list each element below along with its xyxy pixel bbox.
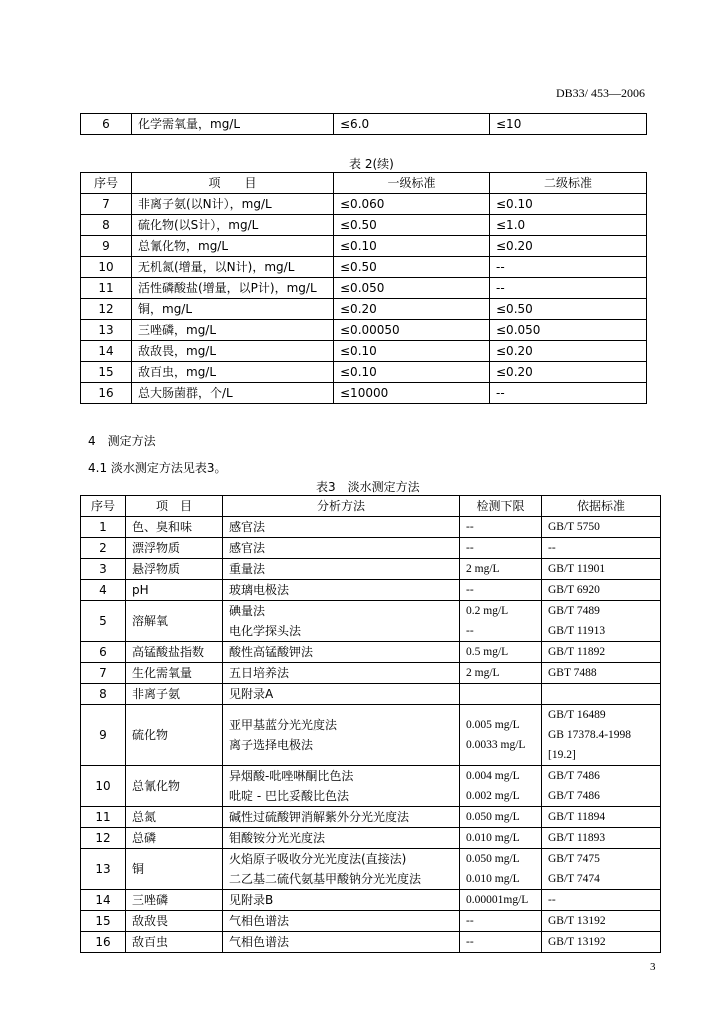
row-method xyxy=(223,890,460,911)
row-no: 3 xyxy=(81,559,126,580)
row-no: 9 xyxy=(81,236,132,257)
row-item: 硫化物(以S计），mg/L xyxy=(132,215,334,236)
row-item: 活性磷酸盐(增量，以P计)，mg/L xyxy=(132,278,334,299)
basis-line: GB/T 13192 xyxy=(548,936,606,948)
row-grade1: ≤0.10 xyxy=(334,341,490,362)
row-no: 10 xyxy=(81,257,132,278)
row-grade1: ≤0.50 xyxy=(334,215,490,236)
row-item: 总氰化物 xyxy=(126,766,223,807)
limit-line: 0.050 mg/L xyxy=(466,853,520,865)
table3-header-row xyxy=(81,496,661,517)
table-row xyxy=(81,278,647,299)
method-line: 碱性过硫酸钾消解紫外分光光度法 xyxy=(229,810,410,824)
row-grade2: -- xyxy=(490,257,647,278)
row-basis xyxy=(542,642,661,663)
limit-line: 0.5 mg/L xyxy=(466,646,509,658)
method-line: 异烟酸-吡唑啉酮比色法 xyxy=(229,769,354,783)
row-no: 13 xyxy=(81,849,126,890)
table2-caption: 表 2(续) xyxy=(349,157,394,171)
row-no: 2 xyxy=(81,538,126,559)
row-no: 15 xyxy=(81,362,132,383)
header-item: 项 目 xyxy=(126,496,223,517)
row-item: 非离子氨(以N计），mg/L xyxy=(132,194,334,215)
basis-line: [19.2] xyxy=(548,749,576,761)
row-limit xyxy=(460,766,542,807)
row-no: 12 xyxy=(81,828,126,849)
row-basis xyxy=(542,517,661,538)
limit-line: -- xyxy=(466,625,474,637)
section-4-1-text: 4.1 淡水测定方法见表3。 xyxy=(88,461,227,475)
basis-line: GB/T 11913 xyxy=(548,625,606,637)
row-limit xyxy=(460,911,542,932)
row-basis xyxy=(542,538,661,559)
row-item: 三唑磷，mg/L xyxy=(132,320,334,341)
table-row xyxy=(81,828,661,849)
row-limit xyxy=(460,642,542,663)
row-basis xyxy=(542,705,661,766)
table-row xyxy=(81,705,661,766)
row-no: 9 xyxy=(81,705,126,766)
row-method xyxy=(223,807,460,828)
row-item: 铜，mg/L xyxy=(132,299,334,320)
basis-line: GBT 7488 xyxy=(548,667,597,679)
limit-line: -- xyxy=(466,584,474,596)
row-grade1: ≤0.50 xyxy=(334,257,490,278)
header-item: 项 目 xyxy=(132,173,334,194)
row-limit xyxy=(460,932,542,953)
row-basis xyxy=(542,766,661,807)
table3-caption: 表3 淡水测定方法 xyxy=(316,480,420,494)
basis-line: GB/T 6920 xyxy=(548,584,600,596)
table2-header-row xyxy=(81,173,647,194)
row-method xyxy=(223,911,460,932)
row-limit xyxy=(460,559,542,580)
header-method: 分析方法 xyxy=(223,496,460,517)
row-item: 硫化物 xyxy=(126,705,223,766)
row-no: 14 xyxy=(81,890,126,911)
row-method xyxy=(223,663,460,684)
row-grade1: ≤0.20 xyxy=(334,299,490,320)
table-top-continuation xyxy=(80,113,647,135)
method-line: 离子选择电极法 xyxy=(229,738,314,752)
table-row xyxy=(81,890,661,911)
basis-line: GB/T 7486 xyxy=(548,790,600,802)
limit-line: 0.005 mg/L xyxy=(466,719,520,731)
row-basis xyxy=(542,890,661,911)
row-grade2: ≤0.10 xyxy=(490,194,647,215)
section-4-heading: 4 测定方法 xyxy=(88,434,156,448)
header-limit: 检测下限 xyxy=(460,496,542,517)
row-method xyxy=(223,642,460,663)
row-limit xyxy=(460,807,542,828)
row-basis xyxy=(542,911,661,932)
limit-line: 0.002 mg/L xyxy=(466,790,520,802)
basis-line: GB 17378.4-1998 xyxy=(548,729,632,741)
table-row xyxy=(81,849,661,890)
row-grade2: ≤0.20 xyxy=(490,341,647,362)
row-limit xyxy=(460,580,542,601)
row-basis xyxy=(542,663,661,684)
limit-line: -- xyxy=(466,936,474,948)
table-row xyxy=(81,684,661,705)
table-row xyxy=(81,383,647,404)
limit-line: 2 mg/L xyxy=(466,563,500,575)
method-line: 气相色谱法 xyxy=(229,935,290,949)
table-row xyxy=(81,642,661,663)
header-basis: 依据标准 xyxy=(542,496,661,517)
header-no: 序号 xyxy=(81,173,132,194)
table-row xyxy=(81,114,647,135)
basis-line: GB/T 13192 xyxy=(548,915,606,927)
basis-line: GB/T 11893 xyxy=(548,832,606,844)
method-line: 酸性高锰酸钾法 xyxy=(229,645,314,659)
row-basis xyxy=(542,684,661,705)
row-grade2: -- xyxy=(490,278,647,299)
row-no: 16 xyxy=(81,383,132,404)
row-no: 14 xyxy=(81,341,132,362)
row-item: 非离子氨 xyxy=(126,684,223,705)
row-method xyxy=(223,932,460,953)
row-item: 悬浮物质 xyxy=(126,559,223,580)
limit-line: 0.2 mg/L xyxy=(466,605,509,617)
table-row xyxy=(81,257,647,278)
row-no: 7 xyxy=(81,194,132,215)
row-grade1: ≤0.00050 xyxy=(334,320,490,341)
method-line: 亚甲基蓝分光光度法 xyxy=(229,718,338,732)
row-limit xyxy=(460,705,542,766)
row-limit xyxy=(460,517,542,538)
page-number: 3 xyxy=(650,961,656,973)
row-item: 铜 xyxy=(126,849,223,890)
row-grade2: ≤0.20 xyxy=(490,362,647,383)
row-limit xyxy=(460,684,542,705)
row-item: 化学需氧量，mg/L xyxy=(132,114,334,135)
row-no: 13 xyxy=(81,320,132,341)
row-limit xyxy=(460,849,542,890)
row-method xyxy=(223,538,460,559)
limit-line: -- xyxy=(466,521,474,533)
row-method xyxy=(223,601,460,642)
row-item: 敌敌畏 xyxy=(126,911,223,932)
basis-line: GB/T 7474 xyxy=(548,873,600,885)
method-line: 感官法 xyxy=(229,541,266,555)
method-line: 五日培养法 xyxy=(229,666,290,680)
row-item: 总大肠菌群，个/L xyxy=(132,383,334,404)
method-line: 气相色谱法 xyxy=(229,914,290,928)
basis-line: GB/T 5750 xyxy=(548,521,600,533)
row-grade2: -- xyxy=(490,383,647,404)
table3 xyxy=(80,495,661,953)
basis-line: GB/T 16489 xyxy=(548,709,606,721)
row-item: 生化需氧量 xyxy=(126,663,223,684)
row-basis xyxy=(542,559,661,580)
method-line: 电化学探头法 xyxy=(229,624,302,638)
limit-line: 0.050 mg/L xyxy=(466,811,520,823)
table-row xyxy=(81,766,661,807)
row-no: 6 xyxy=(81,642,126,663)
table-row xyxy=(81,601,661,642)
row-grade1: ≤10000 xyxy=(334,383,490,404)
row-no: 4 xyxy=(81,580,126,601)
row-basis xyxy=(542,601,661,642)
table-row xyxy=(81,517,661,538)
row-no: 6 xyxy=(81,114,132,135)
method-line: 钼酸铵分光光度法 xyxy=(229,831,326,845)
row-no: 8 xyxy=(81,684,126,705)
method-line: 二乙基二硫代氨基甲酸钠分光光度法 xyxy=(229,872,422,886)
table-row xyxy=(81,932,661,953)
table-row xyxy=(81,663,661,684)
row-method xyxy=(223,580,460,601)
row-item: pH xyxy=(126,580,223,601)
basis-line: GB/T 11892 xyxy=(548,646,606,658)
row-item: 总氮 xyxy=(126,807,223,828)
row-grade2: ≤0.050 xyxy=(490,320,647,341)
row-basis xyxy=(542,807,661,828)
row-no: 12 xyxy=(81,299,132,320)
row-method xyxy=(223,684,460,705)
table-row xyxy=(81,236,647,257)
row-item: 敌敌畏，mg/L xyxy=(132,341,334,362)
row-item: 三唑磷 xyxy=(126,890,223,911)
method-line: 火焰原子吸收分光光度法(直接法) xyxy=(229,852,407,866)
row-item: 总磷 xyxy=(126,828,223,849)
row-no: 5 xyxy=(81,601,126,642)
row-method xyxy=(223,517,460,538)
row-grade1: ≤0.10 xyxy=(334,236,490,257)
table-row xyxy=(81,580,661,601)
basis-line: GB/T 7486 xyxy=(548,770,600,782)
row-no: 16 xyxy=(81,932,126,953)
table-row xyxy=(81,215,647,236)
table-row xyxy=(81,362,647,383)
row-limit xyxy=(460,890,542,911)
row-item: 敌百虫，mg/L xyxy=(132,362,334,383)
limit-line: 0.00001mg/L xyxy=(466,894,529,906)
limit-line: 0.004 mg/L xyxy=(466,770,520,782)
row-basis xyxy=(542,849,661,890)
row-grade2: ≤0.50 xyxy=(490,299,647,320)
row-basis xyxy=(542,932,661,953)
row-item: 漂浮物质 xyxy=(126,538,223,559)
table-row xyxy=(81,341,647,362)
row-no: 11 xyxy=(81,278,132,299)
table-row xyxy=(81,320,647,341)
row-item: 色、臭和味 xyxy=(126,517,223,538)
method-line: 玻璃电极法 xyxy=(229,583,290,597)
method-line: 碘量法 xyxy=(229,604,266,618)
header-no: 序号 xyxy=(81,496,126,517)
row-limit xyxy=(460,828,542,849)
row-item: 无机氮(增量，以N计)，mg/L xyxy=(132,257,334,278)
basis-line: -- xyxy=(548,542,556,554)
table-row xyxy=(81,911,661,932)
row-grade2: ≤10 xyxy=(490,114,647,135)
limit-line: 0.010 mg/L xyxy=(466,873,520,885)
row-item: 敌百虫 xyxy=(126,932,223,953)
table-row xyxy=(81,559,661,580)
row-limit xyxy=(460,663,542,684)
row-item: 总氰化物，mg/L xyxy=(132,236,334,257)
row-no: 7 xyxy=(81,663,126,684)
limit-line: -- xyxy=(466,542,474,554)
row-basis xyxy=(542,580,661,601)
table2 xyxy=(80,172,647,404)
basis-line: GB/T 11894 xyxy=(548,811,606,823)
table-row xyxy=(81,194,647,215)
row-method xyxy=(223,705,460,766)
limit-line: 2 mg/L xyxy=(466,667,500,679)
row-no: 10 xyxy=(81,766,126,807)
limit-line: 0.010 mg/L xyxy=(466,832,520,844)
method-line: 见附录B xyxy=(229,893,274,907)
limit-line: 0.0033 mg/L xyxy=(466,739,526,751)
row-method xyxy=(223,849,460,890)
method-line: 见附录A xyxy=(229,687,274,701)
row-no: 8 xyxy=(81,215,132,236)
basis-line: -- xyxy=(548,894,556,906)
basis-line: GB/T 7489 xyxy=(548,605,600,617)
method-line: 感官法 xyxy=(229,520,266,534)
row-grade1: ≤0.10 xyxy=(334,362,490,383)
method-line: 吡啶 - 巴比妥酸比色法 xyxy=(229,789,349,803)
row-no: 1 xyxy=(81,517,126,538)
header-grade1: 一级标准 xyxy=(334,173,490,194)
row-item: 溶解氧 xyxy=(126,601,223,642)
standard-number: DB33/ 453—2006 xyxy=(556,86,646,100)
row-item: 高锰酸盐指数 xyxy=(126,642,223,663)
row-grade1: ≤0.060 xyxy=(334,194,490,215)
table-row xyxy=(81,807,661,828)
row-grade1: ≤6.0 xyxy=(334,114,490,135)
row-no: 15 xyxy=(81,911,126,932)
row-limit xyxy=(460,601,542,642)
basis-line: GB/T 7475 xyxy=(548,853,600,865)
table-row xyxy=(81,538,661,559)
limit-line: -- xyxy=(466,915,474,927)
row-method xyxy=(223,766,460,807)
row-no: 11 xyxy=(81,807,126,828)
row-limit xyxy=(460,538,542,559)
row-grade1: ≤0.050 xyxy=(334,278,490,299)
row-grade2: ≤1.0 xyxy=(490,215,647,236)
header-grade2: 二级标准 xyxy=(490,173,647,194)
method-line: 重量法 xyxy=(229,562,266,576)
row-basis xyxy=(542,828,661,849)
table-row xyxy=(81,299,647,320)
basis-line: GB/T 11901 xyxy=(548,563,606,575)
row-method xyxy=(223,559,460,580)
row-method xyxy=(223,828,460,849)
row-grade2: ≤0.20 xyxy=(490,236,647,257)
